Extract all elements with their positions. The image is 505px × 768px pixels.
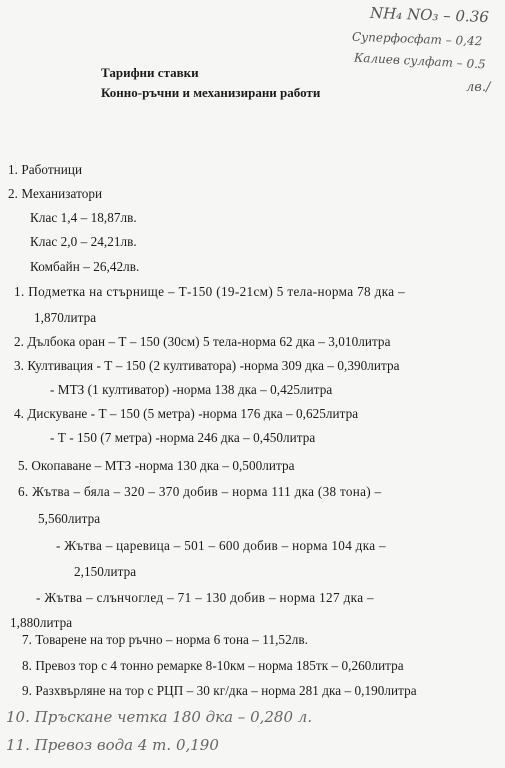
list-item: 4. Дискуване - Т – 150 (5 метра) -норма 176 дка – 0,625литра	[14, 406, 359, 421]
list-item: 1,880литра	[10, 615, 73, 630]
list-item: - МТЗ (1 култиватор) -норма 138 дка – 0,425литра	[50, 382, 333, 397]
list-item: 3. Култивация - Т – 150 (2 култиватора) -норма 309 дка – 0,390литра	[14, 358, 400, 373]
handwritten-line: 11. Превоз вода 4 т. 0,190	[6, 736, 219, 754]
list-item: 2. Механизатори	[8, 186, 103, 201]
list-item: 9. Разхвърляне на тор с РЦП – 30 кг/дка – норма 281 дка – 0,190литра	[22, 683, 417, 698]
handwritten-note: лв./	[466, 80, 491, 95]
list-item: - Жътва – слънчоглед – 71 – 130 добив – норма 127 дка –	[36, 590, 374, 605]
handwritten-note: NH₄ NO₃ – 0.36	[369, 3, 490, 27]
list-item: 1,870литра	[34, 310, 97, 325]
list-item: Клас 2,0 – 24,21лв.	[30, 234, 137, 249]
page-title: Тарифни ставки	[101, 65, 199, 80]
list-item: Клас 1,4 – 18,87лв.	[30, 210, 137, 225]
list-item: 8. Превоз тор с 4 тонно ремарке 8-10км – норма 185тк – 0,260литра	[22, 658, 404, 673]
list-item: 5,560литра	[38, 511, 101, 526]
list-item: - Жътва – царевица – 501 – 600 добив – норма 104 дка –	[56, 538, 386, 553]
handwritten-note: Суперфосфат – 0,42	[351, 29, 483, 49]
list-item: 5. Окопаване – МТЗ -норма 130 дка – 0,500литра	[18, 458, 295, 473]
page-subtitle: Конно-ръчни и механизирани работи	[101, 85, 321, 100]
list-item: 1. Работници	[8, 162, 83, 177]
list-item: 7. Товарене на тор ръчно – норма 6 тона – 11,52лв.	[22, 632, 308, 647]
list-item: 6. Жътва – бяла – 320 – 370 добив – норма 111 дка (38 тона) –	[18, 484, 382, 499]
list-item: Комбайн – 26,42лв.	[30, 259, 140, 274]
list-item: 1. Подметка на стърнище – Т-150 (19-21см) 5 тела-норма 78 дка –	[14, 284, 406, 299]
handwritten-note: Калиев сулфат – 0.5	[353, 50, 486, 72]
list-item: 2. Дълбока оран – Т – 150 (30см) 5 тела-норма 62 дка – 3,010литра	[14, 334, 391, 349]
list-item: - Т - 150 (7 метра) -норма 246 дка – 0,450литра	[50, 430, 316, 445]
list-item: 2,150литра	[74, 564, 137, 579]
handwritten-line: 10. Пръскане четка 180 дка – 0,280 л.	[6, 708, 313, 726]
